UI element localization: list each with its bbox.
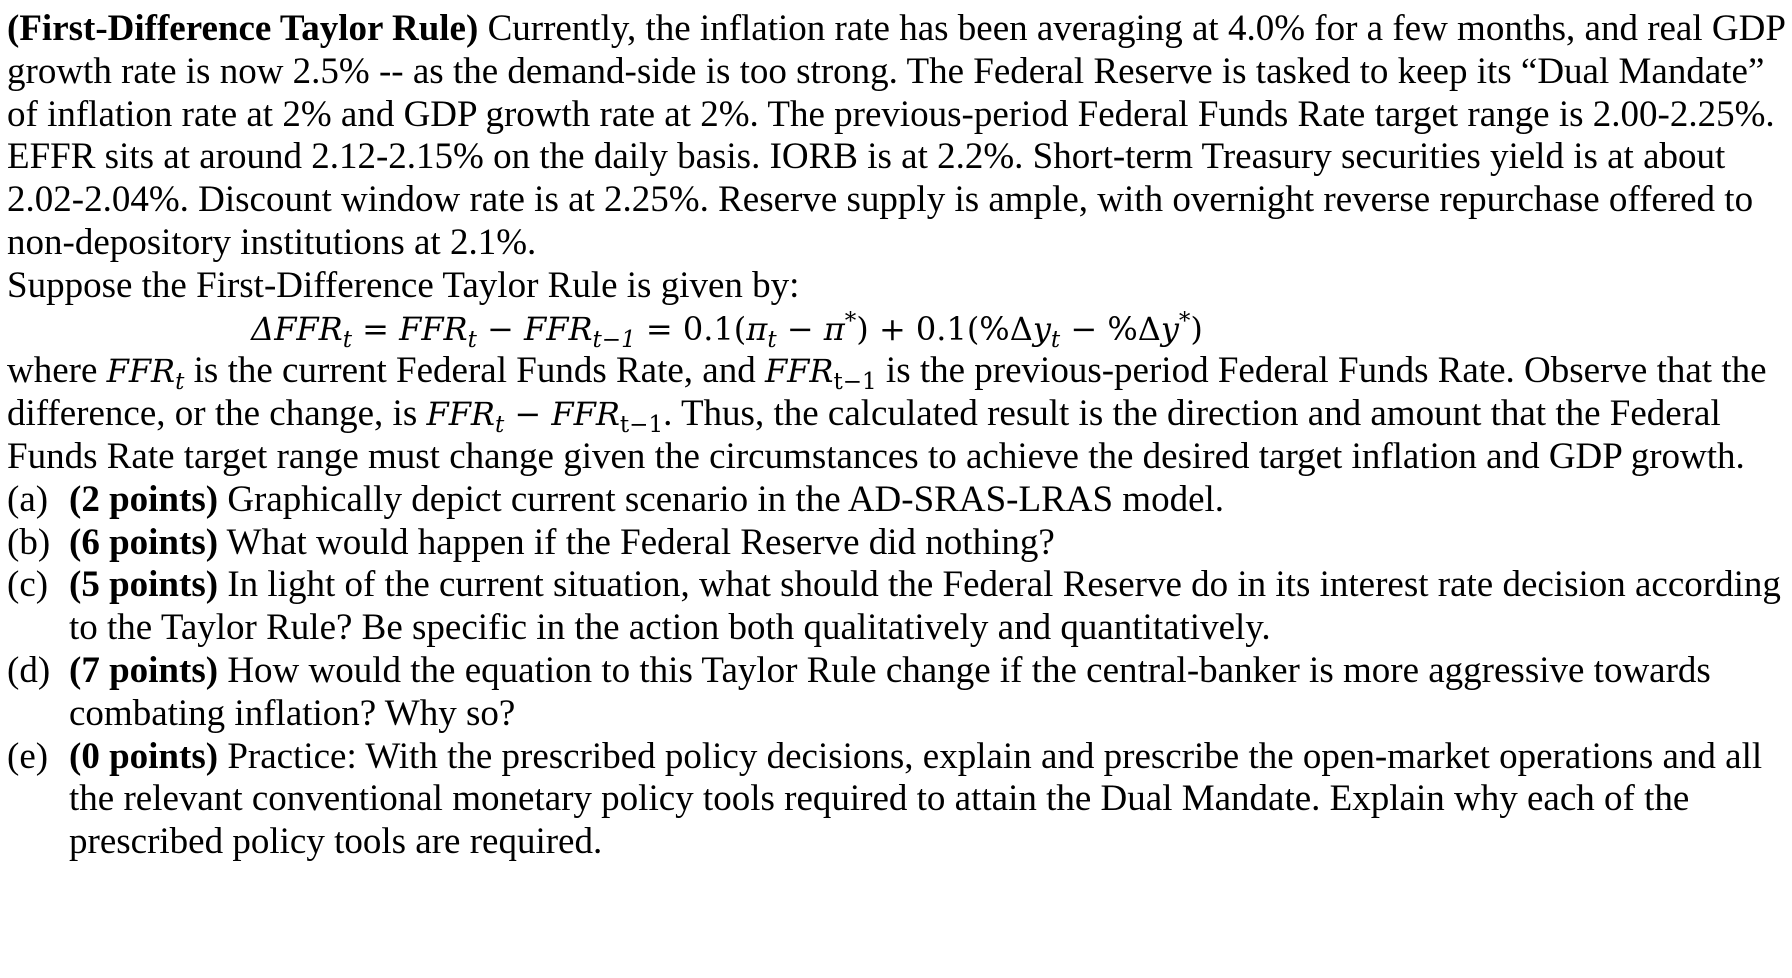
- where-text-2: is the current Federal Funds Rate, and: [184, 350, 765, 392]
- part-points: (0 points): [69, 735, 219, 777]
- where-text-1: where: [7, 350, 107, 392]
- problem-intro-text: Currently, the inflation rate has been averaging at 4.0% for a few months, and real GDP growth rate is now 2.5% -- as the demand-side is too strong. The Federal Reserve is tasked to keep its “Dual Mandate” of inflation rate at 2% and GDP growth rate at 2%. The previous-period Federal Funds Rate target range is 2.00-2.25%. EFFR sits at around 2.12-2.15% on the daily basis. IORB is at 2.2%. Short-term Treasury securities yield is at about 2.02-2.04%. Discount window rate is at 2.25%. Reserve supply is ample, with overnight reverse repurchase offered to non-depository institutions at 2.1%.: [7, 8, 1785, 263]
- question-parts-list: [7, 479, 1792, 864]
- question-part-c: [7, 564, 1792, 650]
- part-points: (2 points): [69, 478, 219, 520]
- part-text: In light of the current situation, what should the Federal Reserve do in its interest rate decision according to the Taylor Rule? Be specific in the action both qualitatively and quantitatively.: [69, 564, 1781, 649]
- where-paragraph: [7, 350, 1792, 478]
- problem-title: (First-Difference Taylor Rule): [7, 8, 479, 49]
- question-part-d: [7, 650, 1792, 736]
- part-marker: (b): [7, 521, 51, 563]
- part-points: (6 points): [69, 521, 219, 563]
- question-part-a: [7, 479, 1792, 522]
- part-marker: (c): [7, 564, 49, 606]
- question-part-e: [7, 736, 1792, 864]
- problem-intro: [7, 8, 1792, 265]
- question-part-b: [7, 522, 1792, 565]
- taylor-rule-equation: $\Delta FFR_t = FFR_t - FFR_{t-1} = 0.1(\pi_t - \pi^*) + 0.1(\%\Delta y_t - \%\Delta y^*)$: [251, 308, 1203, 353]
- part-marker: (a): [7, 478, 49, 520]
- part-text: Practice: With the prescribed policy decisions, explain and prescribe the open-market operations and all the relevant conventional monetary policy tools required to attain the Dual Mandate. Explain why each of the prescribed policy tools are required.: [69, 735, 1763, 863]
- suppose-line: Suppose the First-Difference Taylor Rule is given by:: [7, 264, 800, 306]
- ffr-t-1-symbol: $FFR_{t-1}$: [764, 352, 877, 396]
- part-points: (7 points): [69, 649, 219, 691]
- part-points: (5 points): [69, 564, 219, 606]
- ffr-difference-expression: $FFR_t - FFR_{t-1}$: [426, 395, 664, 439]
- part-text: Graphically depict current scenario in the AD-SRAS-LRAS model.: [218, 478, 1225, 520]
- part-marker: (e): [7, 735, 49, 777]
- ffr-t-symbol: $FFR_t$: [106, 352, 185, 396]
- part-text: How would the equation to this Taylor Rule change if the central-banker is more aggressive towards combating inflation? Why so?: [69, 649, 1711, 734]
- part-text: What would happen if the Federal Reserve did nothing?: [218, 521, 1055, 563]
- where-text-3: is the previous-period Federal Funds Rate. Observe that the difference, or the change, is: [7, 350, 1767, 435]
- part-marker: (d): [7, 649, 51, 691]
- where-text-4: . Thus, the calculated result is the direction and amount that the Federal Funds Rate target range must change given the circumstances to achieve the desired target inflation and GDP growth.: [7, 393, 1745, 477]
